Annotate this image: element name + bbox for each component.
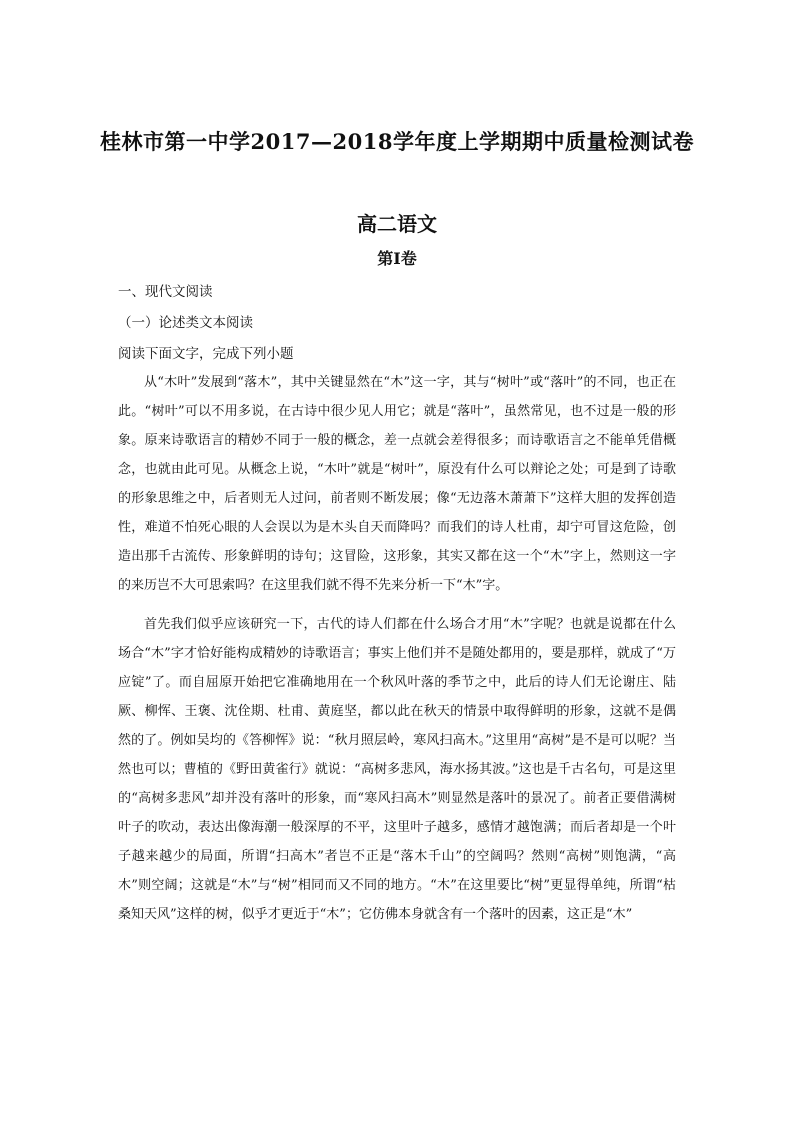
exam-subject: 高二语文 bbox=[357, 212, 437, 236]
volume-label: 第I卷 bbox=[377, 249, 417, 268]
section-heading: 一、现代文阅读 bbox=[118, 284, 213, 300]
passage-paragraph-1: 从“木叶”发展到“落木”，其中关键显然在“木”这一字，其与“树叶”或“落叶”的不同，也正在此。“树叶”可以不用多说，在古诗中很少见人用它；就是“落叶”，虽然常见，也不过是一般的形象。原来诗歌语言的精妙不同于一般的概念，差一点就会差得很多；而诗歌语言之不能单凭借概念，也就由此可见。从概念上说，“木叶”就是“树叶”，原没有什么可以辩论之处；可是到了诗歌的形象思维之中，后者则无人过问，前者则不断发展；像“无边落木萧萧下”这样大胆的发挥创造性，难道不怕死心眼的人会误以为是木头自天而降吗？而我们的诗人杜甫，却宁可冒这危险，创造出那千古流传、形象鲜明的诗句；这冒险，这形象，其实又都在这一个“木”字上，然则这一字的来历岂不大可思索吗？在这里我们就不得不先来分析一下“木”字。 bbox=[118, 375, 676, 593]
reading-instruction: 阅读下面文字，完成下列小题 bbox=[118, 346, 294, 362]
passage-paragraph-2: 首先我们似乎应该研究一下，古代的诗人们都在什么场合才用“木”字呢？也就是说都在什么场合“木”字才恰好能构成精妙的诗歌语言；事实上他们并不是随处都用的，要是那样，就成了“万应锭”了。而自屈原开始把它准确地用在一个秋风叶落的季节之中，此后的诗人们无论谢庄、陆厥、柳恽、王褒、沈佺期、杜甫、黄庭坚，都以此在秋天的情景中取得鲜明的形象，这就不是偶然的了。例如吴均的《答柳恽》说：“秋月照层岭，寒风扫高木。”这里用“高树”是不是可以呢？当然也可以；曹植的《野田黄雀行》就说：“高树多悲风，海水扬其波。”这也是千古名句，可是这里的“高树多悲风”却并没有落叶的形象，而“寒风扫高木”则显然是落叶的景况了。前者正要借满树叶子的吹动，表达出像海潮一般深厚的不平，这里叶子越多，感情才越饱满；而后者却是一个叶子越来越少的局面，所谓“扫高木”者岂不正是“落木千山”的空阔吗？然则“高树”则饱满，“高木”则空阔；这就是“木”与“树”相同而又不同的地方。“木”在这里要比“树”更显得单纯，所谓“枯桑知天风”这样的树，似乎才更近于“木”；它仿佛本身就含有一个落叶的因素，这正是“木” bbox=[118, 617, 676, 922]
reading-passage bbox=[118, 368, 676, 939]
subsection-heading: （一）论述类文本阅读 bbox=[118, 315, 253, 331]
exam-title: 桂林市第一中学2017—2018学年度上学期期中质量检测试卷 bbox=[100, 129, 694, 154]
